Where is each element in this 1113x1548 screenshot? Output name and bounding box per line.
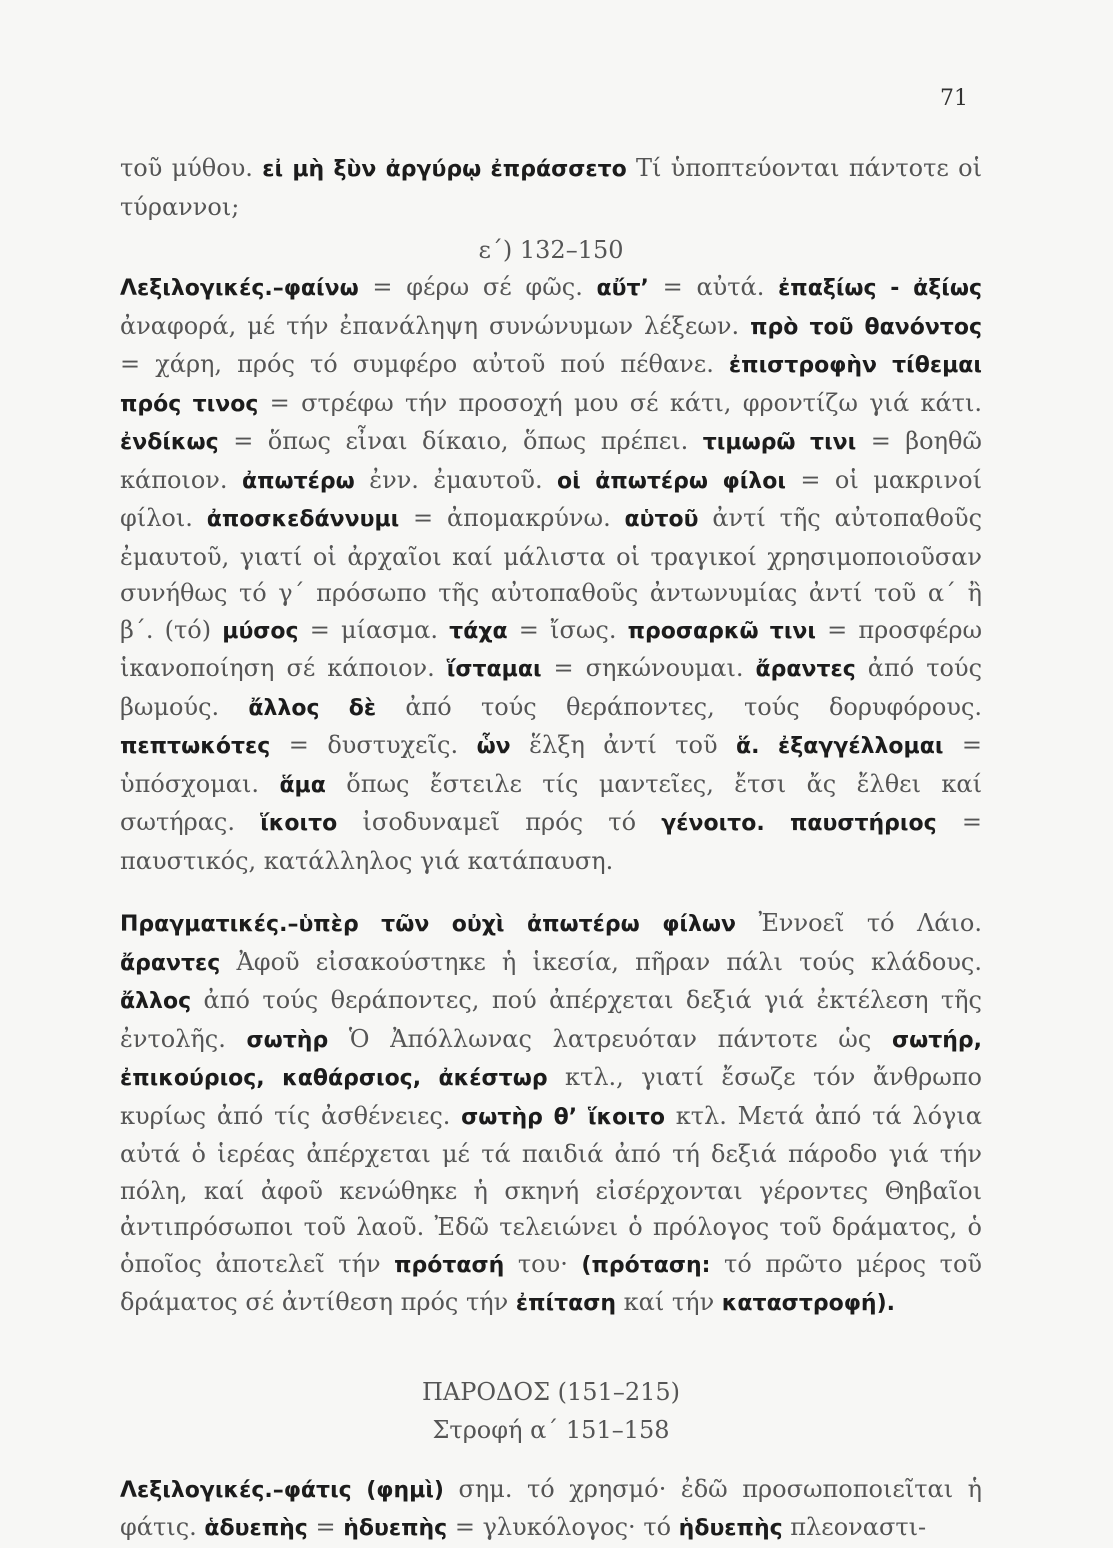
section-heading-verses-132-150: ε΄) 132–150 [478,236,624,264]
text-run: Ὁ Ἀπόλλωνας λατρευόταν πάντοτε ὡς [328,1024,892,1053]
text-run: καί τήν [616,1288,722,1316]
bold-term: ἐνδίκως [120,430,219,455]
text-run: = προσφέρω ἱκανοποίηση σέ κάποιον. [120,615,983,682]
text-run: Τί ὑποπτεύονται πάντοτε οἱ τύραννοι; [120,154,982,221]
text-run: = δυστυχεῖς. [270,731,477,759]
text-run: ἀπό τούς θεράποντες, τούς δορυφόρους. [376,692,983,721]
bold-term: ἡδυεπὴς [678,1516,783,1541]
bold-term: ἐπαξίως - ἀξίως [778,276,983,301]
bold-term: πρότασή [394,1252,505,1278]
bold-term: Λεξιλογικές.–φαίνω [120,276,359,301]
text-run: = μίασμα. [298,615,450,644]
bold-term: ἄραντες [120,950,221,976]
bold-term: ἄραντες [755,657,856,682]
text-run: ἐνν. ἐμαυτοῦ. [354,465,558,494]
bold-term: ἄλλος δὲ [248,695,377,721]
text-run: ἰσοδυναμεῖ πρός τό [337,808,662,836]
text-run: ἀναφορά, μέ τήν ἐπανάληψη συνώνυμων λέξεων. [120,311,751,340]
bold-term: σωτὴρ θ’ ἵκοιτο [461,1104,665,1130]
text-run: Ἐννοεῖ τό Λάιο. [736,909,982,937]
bold-term: Λεξιλογικές.–φάτις (φημὶ) [120,1477,444,1503]
bold-term: μύσος [222,618,299,644]
bold-term: εἰ μὴ ξὺν ἀργύρῳ ἐπράσσετο [262,157,627,182]
bold-term: τιμωρῶ τινι [702,430,857,455]
text-run: ἀπό τούς βωμούς. [120,654,983,721]
bold-term: καταστροφή). [721,1291,895,1316]
text-run: = ἴσως. [507,615,628,644]
text-run: κτλ. Μετά ἀπό τά λόγια αὐτά ὁ ἱερέας ἀπέρχεται μέ τά παιδιά ἀπό τή δεξιά πάροδο γιά τήν πόλη, καί ἀφοῦ κενώθηκε ἡ σκηνή εἰσέρχονται γέροντες Θηβαῖοι ἀντιπρόσωποι τοῦ λαοῦ. Ἐδῶ τελειώνει ὁ πρόλογος τοῦ δράματος, ὁ ὁποῖος ἀποτελεῖ τήν [120,1101,982,1278]
text-run: ἕλξη ἀντί τοῦ [510,731,737,759]
page-content [120,150,982,1548]
bold-term: ἅμα [279,772,326,798]
text-run: = αὐτά. [648,273,779,301]
bold-term: ἀποσκεδάννυμι [206,507,400,532]
page-number: 71 [940,86,968,111]
text-run: = φέρω σέ φῶς. [358,273,597,301]
text-run: = ὅπως εἶναι δίκαιο, ὅπως πρέπει. [218,427,703,455]
text-run: = ἀπομακρύνω. [399,504,625,532]
bold-term: τάχα [449,618,508,644]
bold-term: ἁδυεπὴς [204,1516,308,1541]
bold-term: ὧν [476,734,511,759]
text-run: = χάρη, πρός τό συμφέρο αὐτοῦ πού πέθανε. [120,350,729,378]
bold-term: ἵκοιτο [260,811,338,836]
bold-term: ἄλλος [120,989,192,1014]
bold-term: ἡδυεπὴς [343,1516,448,1541]
bold-term: οἱ ἀπωτέρω φίλοι [557,468,786,494]
bold-term: (πρόταση: [581,1252,711,1278]
text-run: = παυστικός, κατάλληλος γιά κατάπαυση. [120,808,982,875]
bold-term: ἐπίταση [515,1291,617,1316]
bold-term: ἵσταμαι [446,657,542,682]
text-run: του· [504,1249,582,1278]
paragraph-parodos-lexical [120,1471,982,1548]
text-run: ἀντί τῆς αὐτοπαθοῦς ἐμαυτοῦ, γιατί οἱ ἀρχαῖοι καί μάλιστα οἱ τραγικοί χρησιμοποιοῦσαν συνήθως τό γ΄ πρόσωπο τῆς αὐτοπαθοῦς ἀντωνυμίας ἀντί τοῦ α΄ ἢ β΄. (τό) [120,504,983,644]
text-run: = σηκώνουμαι. [541,654,756,682]
bold-term: προσαρκῶ τινι [627,618,816,644]
bold-term: πεπτωκότες [120,734,271,759]
text-run: = οἱ μακρινοί φίλοι. [120,465,982,532]
text-run: = γλυκόλογος· τό [447,1513,679,1541]
text-run: = βοηθῶ κάποιον. [120,427,983,494]
paragraph-factual-notes [120,905,982,1323]
bold-term: γένοιτο. παυστήριος [661,811,937,836]
text-run: πλεοναστι- [782,1513,927,1541]
text-run: τοῦ μύθου. [120,154,263,182]
paragraph-myth-continuation [120,150,982,225]
bold-term: αὑτοῦ [624,507,699,532]
text-run: = στρέφω τήν προσοχή μου σέ κάτι, φροντίζω γιά κάτι. [258,388,982,417]
bold-term: αὔτ’ [596,276,649,301]
text-run: ἀπό τούς θεράποντες, πού ἀπέρχεται δεξιά γιά ἐκτέλεση τῆς ἐντολῆς. [120,986,982,1053]
bold-term: Πραγματικές.–ὑπὲρ τῶν οὐχὶ ἀπωτέρω φίλων [120,912,737,937]
text-run: σημ. τό χρησμό· ἐδῶ προσωποποιεῖται ἡ φάτις. [120,1474,983,1541]
bold-term: ἀπωτέρω [241,468,355,494]
paragraph-lexical-notes [120,269,982,879]
text-run: κτλ., γιατί ἔσωζε τόν ἄνθρωπο κυρίως ἀπό τίς ἀσθένειες. [120,1063,982,1130]
bold-term: σωτήρ, ἐπικούριος, καθάρσιος, ἀκέστωρ [120,1027,982,1091]
bold-term: πρὸ τοῦ θανόντος [750,314,983,340]
parodos-title: ΠΑΡΟΔΟΣ (151–215) [421,1377,681,1406]
bold-term: σωτὴρ [246,1027,329,1053]
text-run: = [307,1513,344,1541]
strophe-subtitle: Στροφή α΄ 151–158 [432,1415,670,1444]
text-run: ὅπως ἔστειλε τίς μαντεῖες, ἔτσι ἄς ἔλθει καί σωτήρας. [120,769,982,836]
text-run: Ἀφοῦ εἰσακούστηκε ἡ ἱκεσία, πῆραν πάλι τούς κλάδους. [220,947,982,976]
bold-term: ἅ. ἐξαγγέλλομαι [736,734,944,759]
bold-term: ἐπιστροφὴν τίθεμαι πρός τινος [120,353,982,417]
text-run: = ὑπόσχομαι. [120,731,982,798]
text-run: τό πρῶτο μέρος τοῦ δράματος σέ ἀντίθεση πρός τήν [120,1249,982,1316]
